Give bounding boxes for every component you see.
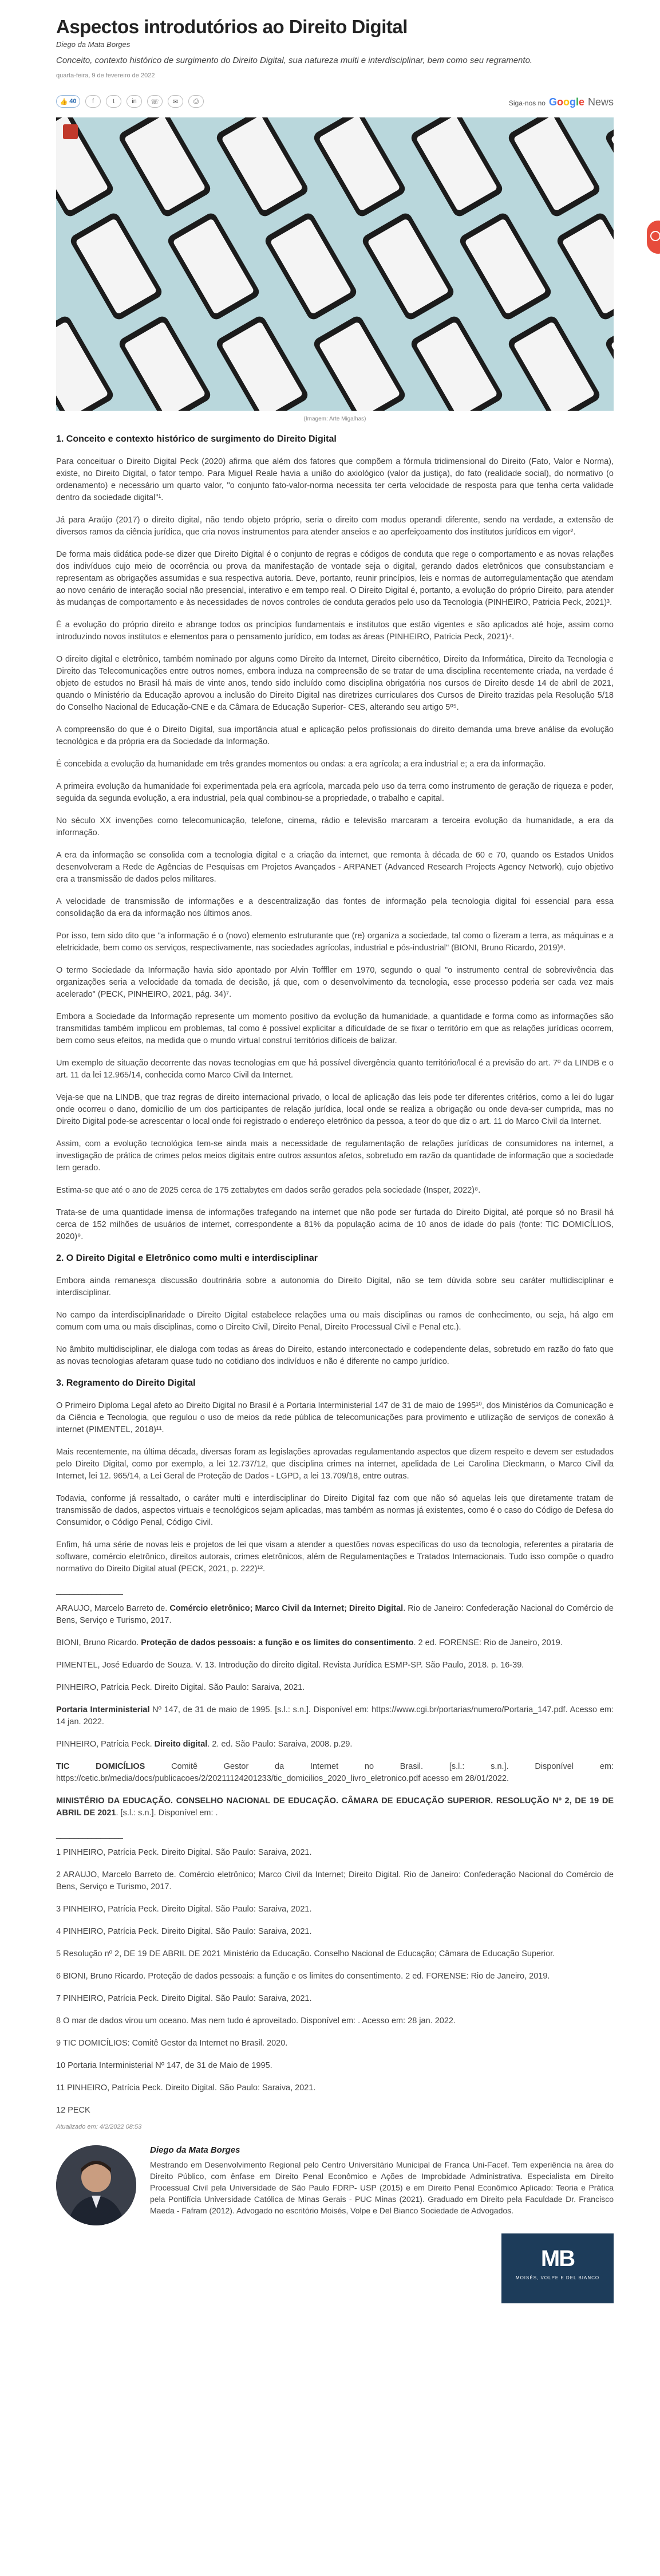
twitter-share-button[interactable] <box>106 95 121 108</box>
article-author[interactable]: Diego da Mata Borges <box>56 40 131 49</box>
footnote-item: 3 PINHEIRO, Patrícia Peck. Direito Digital. São Paulo: Saraiva, 2021. <box>56 1905 312 1914</box>
footnote-item: 7 PINHEIRO, Patrícia Peck. Direito Digital. São Paulo: Saraiva, 2021. <box>56 1994 312 2003</box>
paragraph: Para conceituar o Direito Digital Peck (2020) afirma que além dos fatores que compõem a fórmula tridimensional do Direito (Fato, Valor e Norma), existe, no Direito Digital, o fator tempo. Para Miguel Reale havia a união do axiológico (valor da justiça), do fato (realidade social), do normativo (o ordenamento) e necessário um quarto valor, "o conjunto fato-valor-norma necessita ter certa velocidade de resposta para que tenha certa validade dentro da sociedade digital"¹. <box>56 457 614 502</box>
logo-text: MOISÉS, VOLPE E DEL BIANCO <box>515 2275 600 2280</box>
law-firm-logo <box>501 2233 614 2303</box>
reference-item: PINHEIRO, Patrícia Peck. Direito Digital. São Paulo: Saraiva, 2021. <box>56 1683 305 1692</box>
article-date: quarta-feira, 9 de fevereiro de 2022 <box>56 72 155 79</box>
paragraph: Estima-se que até o ano de 2025 cerca de 175 zettabytes em dados serão gerados pela sociedade (Insper, 2022)⁸. <box>56 1186 481 1195</box>
footnote-item: 12 PECK <box>56 2106 90 2115</box>
image-caption: (Imagem: Arte Migalhas) <box>303 416 366 422</box>
footnote-item: 11 PINHEIRO, Patrícia Peck. Direito Digital. São Paulo: Saraiva, 2021. <box>56 2083 316 2093</box>
paragraph: Um exemplo de situação decorrente das novas tecnologias em que há possível divergência quanto território/local é a previsão do art. 7º da LINDB e o art. 11 da lei 12.965/14, conhecida como Marco Civil da Internet. <box>56 1059 614 1080</box>
paragraph: O direito digital e eletrônico, também nominado por alguns como Direito da Internet, Direito cibernético, Direito da Informática, Direito da Tecnologia e Direito das Telecomunicações entre outros nomes, embora induza na compreensão de se tratar de uma disciplina recentemente criada, na verdade é objeto de estudos no Brasil há mais de vinte anos, tendo sido incluído como disciplina obrigatória nos cursos de Direito desde 14 de abril de 2021, quando o Ministério da Educação aprovou a inclusão do Direito Digital nas diretrizes curriculares dos Cursos de Direito trazidas pela Resolução 5/18 do Conselho Nacional de Educação-CNE e da Câmara de Educação Superior- CES, alterando seu artigo 5º⁵. <box>56 655 614 712</box>
paragraph: O termo Sociedade da Informação havia sido apontado por Alvin Tofffler em 1970, segundo o qual "o instrumento central de sobrevivência das organizações seria a velocidade da tomada de decisão, já que, com o desenvolvimento da tecnologia, esse processo poderia ser cada vez mais acelerado" (PECK, PINHEIRO, 2021, pág. 34)⁷. <box>56 966 614 999</box>
updated-timestamp: Atualizado em: 4/2/2022 08:53 <box>56 2123 142 2130</box>
footnote-item: 4 PINHEIRO, Patrícia Peck. Direito Digital. São Paulo: Saraiva, 2021. <box>56 1927 312 1936</box>
google-logo: Google <box>548 96 584 108</box>
news-label: News <box>587 96 614 108</box>
section-heading: 1. Conceito e contexto histórico de surgimento do Direito Digital <box>56 434 337 444</box>
paragraph: Veja-se que na LINDB, que traz regras de direito internacional privado, o local de aplicação das leis pode ter diferentes critérios, como a lei do lugar onde ocorreu o dano, domicílio de um dos participantes de relação jurídica, local onde se realiza a obrigação ou onde deva-ser cumprida, mas no Direito Digital pode-se acrescentar o local onde foi registrado o endereço eletrônico da pessoa, a teor do que diz o art. 11 do Marco Civil da Internet. <box>56 1093 614 1126</box>
reference-item: TIC DOMICÍLIOS Comitê Gestor da Internet no Brasil. [s.l.: s.n.]. Disponível em: https://cetic.br/media/docs/publicacoes/2/20211124201233/tic_domicilios_2020_livro_eletronico.pdf acesso em 28/01/2022. <box>56 1762 614 1783</box>
paragraph: Todavia, conforme já ressaltado, o caráter multi e interdisciplinar do Direito Digital faz com que não só aquelas leis que diretamente tratam de transmissão de dados, aspectos virtuais e tecnológicos sejam aplicadas, mas também as normas já existentes, como é o caso do Código de Defesa do Consumidor, o Código Penal, Código Civil. <box>56 1494 614 1527</box>
paragraph: A velocidade de transmissão de informações e a descentralização das fontes de informação pela tecnologia digital foi essencial para essa consolidação da era da informação nos últimos anos. <box>56 897 614 918</box>
footnote-item: 2 ARAUJO, Marcelo Barreto de. Comércio eletrônico; Marco Civil da Internet; Direito Digital. Rio de Janeiro: Confederação Nacional do Comércio de Bens, Serviço e Turismo, 2017. <box>56 1870 614 1891</box>
footnote-item: 5 Resolução nº 2, DE 19 DE ABRIL DE 2021 Ministério da Educação. Conselho Nacional de Educação; Câmara de Educação Superior. <box>56 1949 555 1958</box>
phone-shape <box>603 117 614 219</box>
circle-icon <box>650 231 660 241</box>
phone-shape <box>165 211 261 321</box>
follow-label: Siga-nos no <box>508 99 546 107</box>
section-heading: 2. O Direito Digital e Eletrônico como multi e interdisciplinar <box>56 1253 318 1263</box>
phone-shape <box>117 314 212 411</box>
phone-shape <box>56 314 116 411</box>
facebook-share-button[interactable] <box>85 95 101 108</box>
logo-mark: MB <box>540 2246 575 2271</box>
paragraph: No âmbito multidisciplinar, ele dialoga com todas as áreas do Direito, estando interconectado e codependente delas, sobretudo em razão do fato que as novas tecnologias afetaram quase tudo no cotidiano dos indivíduos e não é diferente no campo jurídico. <box>56 1345 614 1366</box>
like-button[interactable] <box>56 95 80 108</box>
footnote-item: 1 PINHEIRO, Patrícia Peck. Direito Digital. São Paulo: Saraiva, 2021. <box>56 1848 312 1857</box>
separator: _______________ <box>56 1830 123 1839</box>
twitter-icon: t <box>112 98 115 105</box>
paragraph: Mais recentemente, na última década, diversas foram as legislações aprovadas regulamentando aspectos que dizem respeito e devem ser estudados pelo Direito Digital, como por exemplo, a lei 12.737/12, que disciplina crimes na internet, apelidada de Lei Carolina Dieckmann, o Marco Civil da Internet, lei 12. 965/14, a Lei Geral de Proteção de Dados - LGPD, a lei 13.709/18, entre outras. <box>56 1448 614 1481</box>
author-bio <box>56 2145 614 2280</box>
paragraph: Por isso, tem sido dito que "a informação é o (novo) elemento estruturante que (re) organiza a sociedade, tal como o fizeram a terra, as máquinas e a eletricidade, bem como os serviços, respectivamente, nas sociedades agrícolas, industrial e pós-industrial" (BIONI, Bruno Ricardo, 2019)⁶. <box>56 931 614 953</box>
reference-item: PIMENTEL, José Eduardo de Souza. V. 13. Introdução do direito digital. Revista Jurídica ESMP-SP. São Paulo, 2018. p. 16-39. <box>56 1661 524 1670</box>
footnote-item: 8 O mar de dados virou um oceano. Mas nem tudo é aproveitado. Disponível em: . Acesso em: 28 jan. 2022. <box>56 2016 456 2026</box>
section-heading: 3. Regramento do Direito Digital <box>56 1378 196 1388</box>
phone-shape <box>311 314 407 411</box>
phone-shape <box>409 117 504 219</box>
paragraph: A primeira evolução da humanidade foi experimentada pela era agrícola, marcada pelo uso da terra como instrumento de geração de riqueza e poder, seguida da segunda evolução, a era industrial, pela qual combinou-se a propriedade, o trabalho e capital. <box>56 782 614 803</box>
share-bar <box>56 95 204 108</box>
paragraph: Assim, com a evolução tecnológica tem-se ainda mais a necessidade de regulamentação de relações jurídicas de consumidores na internet, a investigação de prática de crimes pelos meios digitais entre outros assuntos afetos, sobretudo em razão da quantidade de informação que a sociedade tem gerado. <box>56 1139 614 1173</box>
phone-shape <box>360 211 456 321</box>
paragraph: É a evolução do próprio direito e abrange todos os princípios fundamentais e institutos que estão vigentes e são aplicados até hoje, assim como introduzindo novos institutos e elementos para o pensamento jurídico, em todas as áreas (PINHEIRO, Patricia Peck, 2021)⁴. <box>56 620 614 642</box>
paragraph: O Primeiro Diploma Legal afeto ao Direito Digital no Brasil é a Portaria Interministerial 147 de 31 de maio de 1995¹⁰, dos Ministérios da Comunicação e da Ciência e Tecnologia, que regulou o uso de meios da rede pública de telecomunicações para provimento e utilização de serviços de conexão à internet (PIMENTEL, 2018)¹¹. <box>56 1401 614 1434</box>
separator: _______________ <box>56 1586 123 1595</box>
phone-shape <box>409 314 504 411</box>
footnote-item: 9 TIC DOMICÍLIOS: Comitê Gestor da Internet no Brasil. 2020. <box>56 2039 288 2048</box>
google-news-follow[interactable] <box>509 96 614 108</box>
phone-shape <box>506 117 602 219</box>
references-list <box>56 1603 614 1819</box>
page-title: Aspectos introdutórios ao Direito Digital <box>56 16 408 37</box>
whatsapp-share-button[interactable] <box>147 95 163 108</box>
phone-shape <box>555 211 614 321</box>
email-share-button[interactable] <box>168 95 183 108</box>
phone-shape <box>506 314 602 411</box>
paragraph: Trata-se de uma quantidade imensa de informações trafegando na internet que não pode ser furtada do Direito Digital, até porque só no Brasil há cerca de 152 milhões de usuários de internet, correspondente a 81% da população acima de 10 anos de idade do país (fonte: TIC DOMICÍLIOS, 2020)⁹. <box>56 1208 614 1241</box>
paragraph: A era da informação se consolida com a tecnologia digital e a criação da internet, que remonta à década de 60 e 70, quando os Estados Unidos desenvolveram a Rede de Agências de Pesquisas em Projetos Avançados - ARPANET (Advanced Research Projects Agency Network), cujo objetivo era a transmissão de dados pelos militares. <box>56 851 614 884</box>
author-name[interactable]: Diego da Mata Borges <box>150 2145 240 2155</box>
phone-shape <box>603 314 614 411</box>
phone-shape <box>263 211 358 321</box>
paragraph: Embora a Sociedade da Informação represente um momento positivo da evolução da humanidade, a quantidade e forma como as informações são transmitidas também implicou em problemas, tal como é possível explicitar a dificuldade de se fixar o território em que as relações jurídicas ocorrem, bem como seus efeitos, na medida que o mundo virtual construí territórios difíceis de balizar. <box>56 1012 614 1045</box>
reference-item: PINHEIRO, Patrícia Peck. Direito digital. 2. ed. São Paulo: Saraiva, 2008. p.29. <box>56 1740 353 1749</box>
floating-action-button[interactable] <box>647 221 660 254</box>
print-icon: ⎙ <box>193 97 199 105</box>
author-description: Mestrando em Desenvolvimento Regional pelo Centro Universitário Municipal de Franca Uni-Facef. Tem experiência na área do Direito Público, com ênfase em Direito Penal Econômico e Ações de Improbidade Administrativa. Especialista em Direito Processual Civil pela Universidade de São Paulo FDRP- USP (2015) e em Direito Penal Econômico Aplicado: Teoria e Prática pela Pontifícia Universidade Católica de Minas Gerais - PUC Minas (2021). Graduado em Direito pela Faculdade Dr. Francisco Maeda - Fafram (2012). Advogado no escritório Moisés, Volpe e Del Bianco Sociedade de Advogados. <box>150 2160 614 2215</box>
paragraph: Embora ainda remanesça discussão doutrinária sobre a autonomia do Direito Digital, não se tem dúvida sobre seu caráter multidisciplinar e interdisciplinar. <box>56 1276 614 1297</box>
paragraph: Enfim, há uma série de novas leis e projetos de lei que visam a atender a questões novas específicas do uso da tecnologia, referentes a pirataria de software, comércio eletrônico, direitos autorais, crimes eletrônicos, além de Regulamentações e Tratados Internacionais. Tudo isso compõe o quadro normativo do Direito Digital atual (PECK, 2021, p. 222)¹². <box>56 1540 614 1574</box>
paragraph: No século XX invenções como telecomunicação, telefone, cinema, rádio e televisão marcaram a terceira evolução da humanidade, a era da informação. <box>56 816 614 837</box>
phone-shape <box>68 211 164 321</box>
footnote-item: 10 Portaria Interministerial Nº 147, de 31 de Maio de 1995. <box>56 2061 272 2070</box>
author-avatar <box>56 2145 136 2225</box>
footnote-item: 6 BIONI, Bruno Ricardo. Proteção de dados pessoais: a função e os limites do consentimento. 2 ed. FORENSE: Rio de Janeiro, 2019. <box>56 1972 550 1981</box>
paragraph: De forma mais didática pode-se dizer que Direito Digital é o conjunto de regras e códigos de conduta que rege o comportamento e as novas relações dos indivíduos cujo meio de ocorrência ou prova da manifestação de vontade seja o digital, gerando dados eletrônicos que consubstanciam e representam as obrigações assumidas e sua respectiva autoria. Deve, portanto, reunir princípios, leis e normas de autorregulamentação que atendam ao novo cenário de interação social não presencial, interativo e em tempo real. O Direito Digital é, portanto, a evolução do próprio Direito, para atender às mudanças de comportamento e às necessidades de novos controles de conduta gerados pelo uso da Tecnologia (PINHEIRO, Patricia Peck, 2021)³. <box>56 550 614 607</box>
footnotes-list <box>56 1847 614 2117</box>
phone-shape <box>117 117 212 219</box>
like-count: 40 <box>69 98 77 105</box>
paragraph: No campo da interdisciplinaridade o Direito Digital estabelece relações uma ou mais disciplinas ou ramos de conhecimento, ou seja, há algo em comum com uma ou mais disciplinas, como o Direito Civil, Direito Penal, Direito Processual Civil e Penal etc.). <box>56 1311 614 1332</box>
phone-shape <box>311 117 407 219</box>
article-body <box>56 434 614 2140</box>
hero-image <box>56 117 614 411</box>
paragraph: A compreensão do que é o Direito Digital, sua importância atual e aplicação pelos profissionais do direito demanda uma breve análise da evolução tecnológica e da própria era da Sociedade da Informação. <box>56 725 614 746</box>
whatsapp-icon: ☏ <box>151 98 159 105</box>
reference-item: Portaria Interministerial Nº 147, de 31 de maio de 1995. [s.l.: s.n.]. Disponível em: https://www.cgi.br/portarias/numero/Portaria_147.pdf. Acesso em: 14 jan. 2022. <box>56 1705 614 1726</box>
email-icon: ✉ <box>172 98 179 105</box>
reference-item: BIONI, Bruno Ricardo. Proteção de dados pessoais: a função e os limites do consentimento. 2 ed. FORENSE: Rio de Janeiro, 2019. <box>56 1638 563 1647</box>
phone-shape <box>214 314 310 411</box>
phone-shape <box>457 211 553 321</box>
linkedin-share-button[interactable] <box>127 95 142 108</box>
phone-shape <box>214 117 310 219</box>
phones-illustration <box>56 117 614 411</box>
print-button[interactable] <box>188 95 204 108</box>
reference-item: ARAUJO, Marcelo Barreto de. Comércio eletrônico; Marco Civil da Internet; Direito Digital. Rio de Janeiro: Confederação Nacional do Comércio de Bens, Serviço e Turismo, 2017. <box>56 1604 614 1625</box>
article-subtitle: Conceito, contexto histórico de surgimento do Direito Digital, sua natureza multi e interdisciplinar, bem como seu regramento. <box>56 56 533 65</box>
site-logo-icon <box>63 124 78 139</box>
facebook-icon: f <box>92 98 94 105</box>
paragraph: É concebida a evolução da humanidade em três grandes momentos ou ondas: a era agrícola; a era industrial e; a era da informação. <box>56 760 546 769</box>
paragraph: Já para Araújo (2017) o direito digital, não tendo objeto próprio, seria o direito com modus operandi diferente, sendo na verdade, a extensão de diversos ramos da ciência jurídica, que cria novos instrumentos para atender anseios e ao aperfeiçoamento dos institutos jurídicos em vigor². <box>56 516 614 537</box>
linkedin-icon: in <box>132 98 137 105</box>
reference-item: MINISTÉRIO DA EDUCAÇÃO. CONSELHO NACIONAL DE EDUCAÇÃO. CÂMARA DE EDUCAÇÃO SUPERIOR. RESOLUÇÃO Nº 2, DE 19 DE ABRIL DE 2021. [s.l.: s.n.]. Disponível em: . <box>56 1796 614 1818</box>
thumb-up-icon: 👍 <box>60 98 68 105</box>
